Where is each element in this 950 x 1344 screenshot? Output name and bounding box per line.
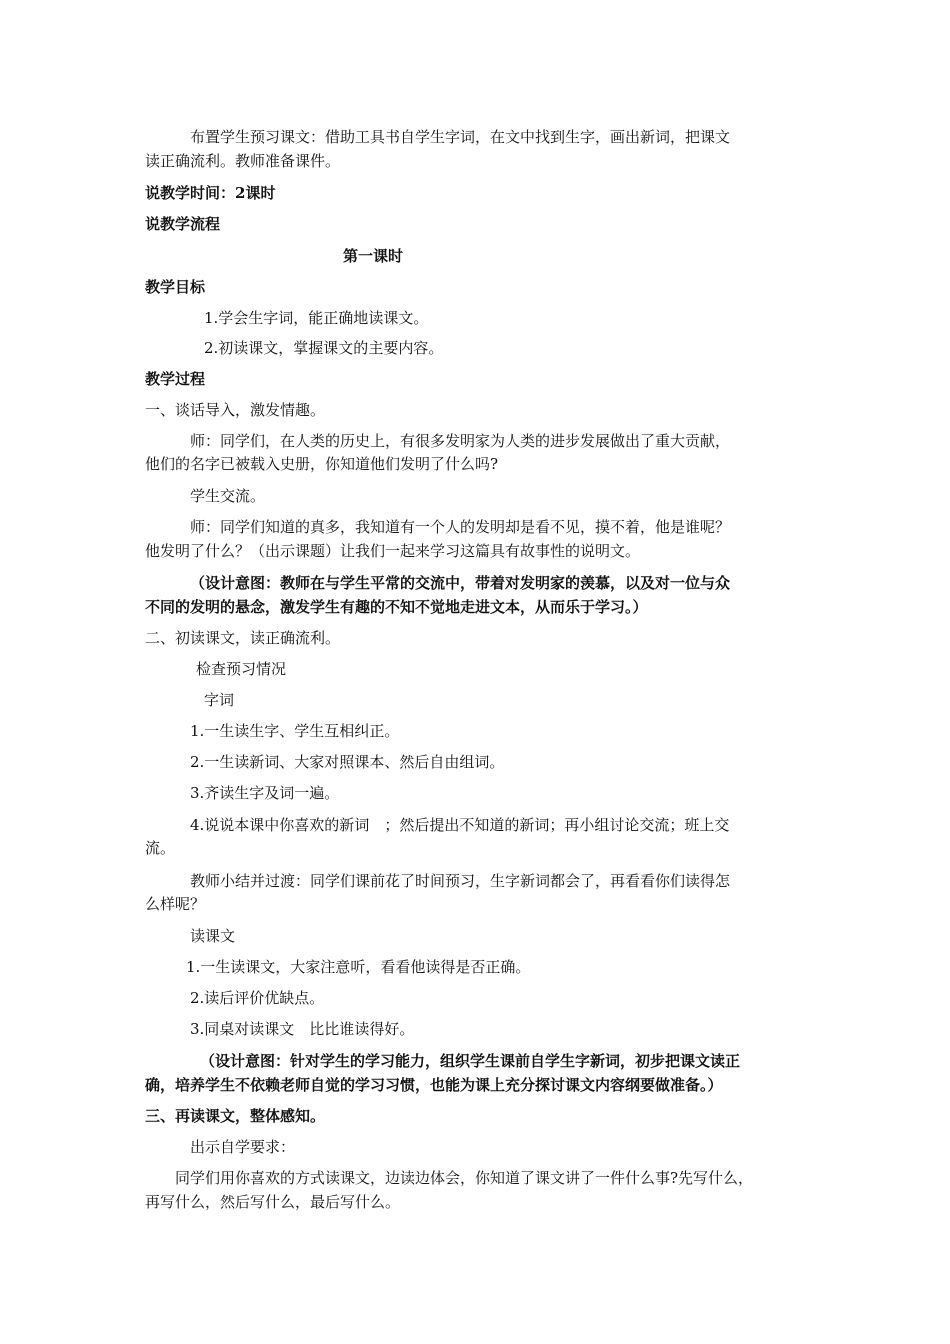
goal-item-1: 1.学会生字词，能正确地读课文。: [204, 309, 429, 327]
words-item-4-line-2: 流。: [145, 839, 176, 857]
design-intent-2-line-2: 确，培养学生不依赖老师自觉的学习习惯，也能为课上充分探讨课文内容纲要做准备。）: [145, 1076, 723, 1094]
teacher-speech-2-line-1: 师：同学们知道的真多，我知道有一个人的发明却是看不见，摸不着，他是谁呢？: [190, 518, 731, 536]
step-1-heading: 一、谈话导入，激发情趣。: [145, 401, 326, 419]
read-text-label: 读课文: [190, 927, 236, 945]
words-label: 字词: [204, 691, 235, 709]
self-study-label: 出示自学要求：: [190, 1138, 296, 1156]
teaching-flow-heading: 说教学流程: [145, 215, 221, 233]
self-study-requirement-line-2: 再写什么，然后写什么，最后写什么。: [145, 1193, 401, 1211]
read-item-2: 2.读后评价优缺点。: [190, 989, 325, 1007]
students-exchange: 学生交流。: [190, 487, 266, 505]
self-study-requirement-line-1: 同学们用你喜欢的方式读课文，边读边体会，你知道了课文讲了一件什么事?先写什么，: [175, 1169, 754, 1187]
read-item-3: 3.同桌对读课文 比比谁读得好。: [190, 1020, 415, 1038]
design-intent-1-line-2: 不同的发明的悬念，激发学生有趣的不知不觉地走进文本，从而乐于学习。）: [145, 598, 648, 616]
teacher-summary-line-2: 么样呢？: [145, 895, 206, 913]
prep-paragraph-line-1: 布置学生预习课文：借助工具书自学生字词，在文中找到生字，画出新词，把课文: [190, 128, 731, 146]
teacher-summary-line-1: 教师小结并过渡：同学们课前花了时间预习，生字新词都会了，再看看你们读得怎: [190, 872, 731, 890]
check-preview-label: 检查预习情况: [196, 660, 287, 678]
words-item-3: 3.齐读生字及词一遍。: [190, 784, 340, 802]
design-intent-1-line-1: （设计意图：教师在与学生平常的交流中，带着对发明家的羡慕，以及对一位与众: [190, 574, 731, 592]
words-item-1: 1.一生读生字、学生互相纠正。: [190, 722, 400, 740]
prep-paragraph-line-2: 读正确流利。教师准备课件。: [145, 152, 341, 170]
process-heading: 教学过程: [145, 370, 206, 388]
read-item-1: 1.一生读课文，大家注意听，看看他读得是否正确。: [186, 958, 531, 976]
teacher-speech-1-line-2: 他们的名字已被载入史册，你知道他们发明了什么吗?: [145, 455, 499, 473]
step-2-heading: 二、初读课文，读正确流利。: [145, 629, 341, 647]
step-3-heading: 三、再读课文，整体感知。: [145, 1107, 326, 1125]
words-item-2: 2.一生读新词、大家对照课本、然后自由组词。: [190, 753, 505, 771]
teacher-speech-2-line-2: 他发明了什么？（出示课题）让我们一起来学习这篇具有故事性的说明文。: [145, 542, 641, 560]
teaching-time-heading: 说教学时间：2课时: [145, 184, 276, 202]
goals-heading: 教学目标: [145, 278, 206, 296]
words-item-4-line-1: 4.说说本课中你喜欢的新词 ；然后提出不知道的新词；再小组讨论交流；班上交: [190, 816, 730, 834]
design-intent-2-line-1: （设计意图：针对学生的学习能力，组织学生课前自学生字新词，初步把课文读正: [200, 1052, 741, 1070]
lesson-title: 第一课时: [343, 247, 404, 265]
goal-item-2: 2.初读课文，掌握课文的主要内容。: [204, 339, 444, 357]
teacher-speech-1-line-1: 师：同学们，在人类的历史上，有很多发明家为人类的进步发展做出了重大贡献，: [190, 432, 731, 450]
